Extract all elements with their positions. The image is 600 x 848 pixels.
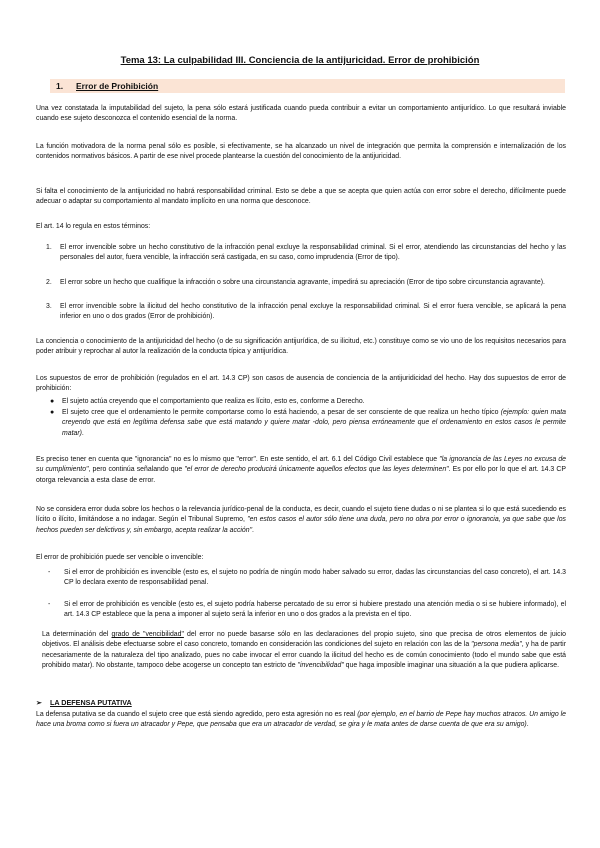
paragraph-4: El art. 14 lo regula en estos términos: xyxy=(36,223,151,230)
paragraph-11 xyxy=(36,710,566,731)
text-run: , y ha de partir necesariamente de la naturaleza del tipo analizado, pues no cabe invocar el error cuando la ilicitud del hecho es de común conocimiento (todo el mundo sabe que está prohibido matar). No obstante, tampoco debe acogerse un concepto tan estricto de xyxy=(42,641,567,670)
bullet-item xyxy=(50,397,566,407)
text-run: Es preciso tener en cuenta que "ignorancia" no es lo mismo que "error". En este sentido, el art. 6.1 del Código Civil establece que xyxy=(36,456,440,463)
section-number: 1. xyxy=(56,81,64,91)
bullet-after: . xyxy=(81,429,84,437)
paragraph-8 xyxy=(36,505,566,536)
text-run: que haga imposible imaginar una situación a la que pudiera aplicarse. xyxy=(343,662,560,670)
text-run: La determinación del xyxy=(42,631,112,638)
underlined-run: grado de "vencibilidad" xyxy=(111,631,184,638)
paragraph-2: La función motivadora de la norma penal sólo es posible, si efectivamente, se ha alcanzado un nivel de integración que permita la comprensión e internalización de los contenidos normativos básicos. A partir de ese nivel procede plantearse la cuestión del conocimiento de la antijuricidad. xyxy=(36,143,566,161)
section-label: Error de Prohibición xyxy=(76,81,159,91)
text-run: No se considera error duda sobre los hechos o la relevancia jurídico-penal de la conducta, es decir, cuando el sujeto tiene dudas o ni se plantea si lo que está sucediendo es lícito o ilícito, limitándose a no indagar. Según el Tribunal Supremo, xyxy=(36,506,566,524)
dash-marker: - xyxy=(48,569,51,576)
page-title: Tema 13: La culpabilidad III. Conciencia de la antijuricidad. Error de prohibición xyxy=(120,55,480,66)
paragraph-5: La conciencia o conocimiento de la antijuricidad del hecho (o de su significación antijurídica, de su ilicitud, etc.) constituye como se vio uno de los requisitos necesarios para poder atribuir y reprochar al autor la realización de la conducta típica y antijurídica. xyxy=(36,338,566,356)
bullet-text: El sujeto cree que el ordenamiento le permite comportarse como lo está haciendo, a pesar de ser consciente de que realiza un hecho típico xyxy=(62,409,501,416)
list-item-text: El error invencible sobre un hecho constitutivo de la infracción penal excluye la responsabilidad criminal. Si el error, atendiendo las circunstancias del hecho y las personales del autor, fuera vencible, la infracción será castigada, en su caso, como imprudencia (Error de tipo). xyxy=(60,244,566,262)
text-run: , pero continúa señalando que xyxy=(88,466,185,474)
list-marker: 2. xyxy=(46,279,52,286)
quote-run: "en estos casos el autor sólo tiene una duda, pero no obra por error o ignorancia, ya que sabe que los hechos pueden ser delictivos y, sin embargo, acepta realizar la acción" xyxy=(36,516,566,534)
text-run: La defensa putativa se da cuando el sujeto cree que está siendo agredido, pero esta agresión no es real xyxy=(36,711,358,718)
paragraph-7 xyxy=(36,455,566,486)
text-run: del error no puede basarse sólo en las declaraciones del propio sujeto, sino que precisa de otros elementos de juicio objetivos. El análisis debe efectuarse sobre el caso concreto, tomando en consideración las condiciones del sujeto en relación con las de la xyxy=(42,631,566,649)
paragraph-1: Una vez constatada la imputabilidad del sujeto, la pena sólo estará justificada cuando pueda contribuir a evitar un comportamiento antijurídico. Lo que resultará inviable cuando ese sujeto desconozca el contenido esencial de la norma. xyxy=(36,105,566,123)
subsection-heading xyxy=(36,698,132,707)
dash-text: Si el error de prohibición es invencible (esto es, el sujeto no podría de ningún modo haber salvado su error, dadas las circunstancias del caso concreto), el art. 14.3 CP lo declara exento de responsabilidad penal. xyxy=(64,569,566,587)
example-run: (por ejemplo, en el barrio de Pepe hay muchos atracos. Un amigo le hace una broma como si fuera un atracador y Pepe, que pensaba que era un atracador de verdad, se gira y le mata antes de darse cuenta de que era su amigo) xyxy=(36,711,566,729)
bullet-icon: ● xyxy=(50,398,55,405)
text-run: . xyxy=(526,721,529,729)
list-marker: 1. xyxy=(46,244,52,251)
text-run: . Es por ello por lo que el art. 14.3 CP otorga relevancia a esta clase de error. xyxy=(36,466,566,484)
bullet-italic: (ejemplo: quien mata creyendo que está en legítima defensa sabe que está matando y quiere matar -dolo, pero piensa erróneamente que el ordenamiento en estos casos le permite matar) xyxy=(62,409,566,437)
text-run: . xyxy=(252,526,254,534)
quote-run: "la ignorancia de las Leyes no excusa de su cumplimiento" xyxy=(36,456,566,474)
paragraph-10 xyxy=(42,630,566,672)
dash-text: Si el error de prohibición es vencible (esto es, el sujeto podría haberse percatado de su error si hubiere prestado una atención media o si se hubiere informado), el art. 14.3 CP establece que la pena a imponer al sujeto será la inferior en uno o dos grados a la prevista en el tipo. xyxy=(64,601,566,619)
arrow-icon: ➢ xyxy=(36,698,43,707)
list-item-text: El error invencible sobre la ilicitud del hecho constitutivo de la infracción penal excluye la responsabilidad criminal. Si el error fuera vencible, se aplicará la pena inferior en uno o dos grados (Error de prohibición). xyxy=(60,303,566,321)
paragraph-6: Los supuestos de error de prohibición (regulados en el art. 14.3 CP) son casos de ausencia de conciencia de la antijuridicidad del hecho. Hay dos supuestos de error de prohibición: xyxy=(36,375,566,393)
dash-marker: - xyxy=(48,601,51,608)
bullet-item xyxy=(50,408,566,439)
bullet-icon: ● xyxy=(50,409,55,416)
list-marker: 3. xyxy=(46,303,52,310)
quote-run: "el error de derecho producirá únicamente aquellos efectos que las leyes determinen" xyxy=(184,466,449,474)
bullet-text: El sujeto actúa creyendo que el comportamiento que realiza es lícito, esto es, conforme a Derecho. xyxy=(62,398,365,405)
quote-run: "persona media" xyxy=(471,641,522,649)
dash-item xyxy=(48,600,566,621)
list-item xyxy=(46,278,566,288)
subsection-label: LA DEFENSA PUTATIVA xyxy=(50,698,132,707)
dash-item xyxy=(48,568,566,589)
list-item xyxy=(46,302,566,323)
list-item xyxy=(46,243,566,264)
paragraph-3: Si falta el conocimiento de la antijuricidad no habrá responsabilidad criminal. Esto se debe a que se acepta que quien actúa con error sobre el derecho, difícilmente puede adecuar o adaptar su comportamiento al mandato implícito en una norma que desconoce. xyxy=(36,188,566,206)
quote-run: "invencibilidad" xyxy=(297,662,344,670)
paragraph-9: El error de prohibición puede ser vencible o invencible: xyxy=(36,554,204,561)
list-item-text: El error sobre un hecho que cualifique la infracción o sobre una circunstancia agravante, impedirá su apreciación (Error de tipo sobre circunstancia agravante). xyxy=(60,279,545,286)
section-heading xyxy=(50,79,565,93)
